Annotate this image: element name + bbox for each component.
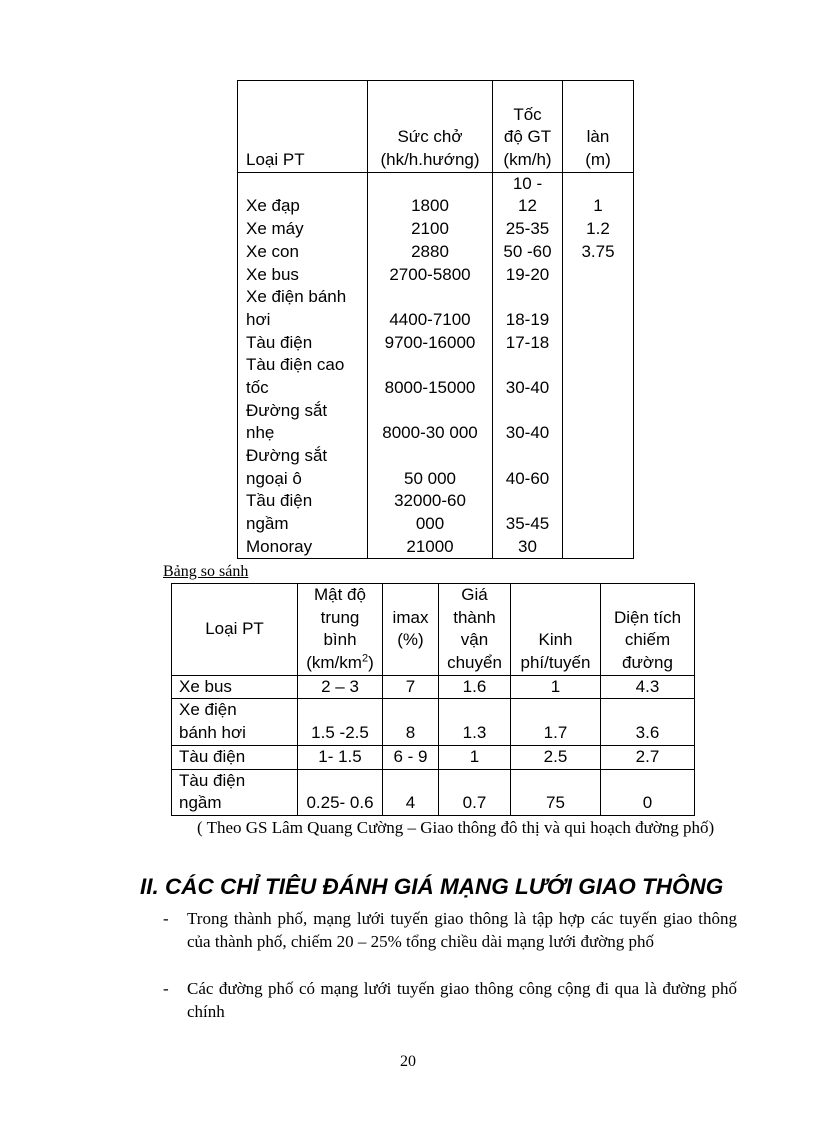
density-unit-exponent: 2 <box>361 652 369 665</box>
cell-line: 1800 <box>411 196 449 216</box>
cell-value: 7 <box>405 676 416 696</box>
bullet-dash: - <box>163 909 169 928</box>
cell-line: Xe bus <box>179 676 232 696</box>
cell-line: nhẹ <box>246 423 275 443</box>
cell-line: 2700-5800 <box>389 264 471 284</box>
cell-line <box>563 377 633 400</box>
cell-line: 4400-7100 <box>389 309 471 329</box>
row-type-name <box>172 769 298 815</box>
cell-line: Tàu điện <box>246 332 313 352</box>
cell-line <box>246 104 367 127</box>
cell-line: Tàu điện <box>179 770 246 790</box>
cell-line: Loại PT <box>205 619 264 639</box>
density-unit-base: (km/km <box>306 653 362 673</box>
table2-header-type <box>172 584 298 676</box>
table1-header-lane <box>563 81 634 173</box>
cell-line <box>493 400 562 423</box>
cell-line <box>368 173 492 196</box>
bullet-dash: - <box>163 979 169 998</box>
table1-header-speed <box>493 81 563 173</box>
cell-cost <box>439 769 511 815</box>
cell-density <box>298 675 383 699</box>
cell-value: 4.3 <box>635 676 660 696</box>
cell-line: 30-40 <box>505 423 550 443</box>
cell-fund <box>511 769 601 815</box>
cell-line: Đường sắt <box>246 400 328 420</box>
cell-line <box>563 536 633 559</box>
cell-line: 50 -60 <box>503 241 552 261</box>
cell-spacer <box>439 770 510 793</box>
bullet-text: Trong thành phố, mạng lưới tuyến giao thông là tập hợp các tuyến giao thông của thành phố, chiếm 20 – 25% tổng chiều dài mạng lưới đường phố <box>187 909 737 951</box>
cell-line: imax <box>392 607 429 627</box>
cell-line: (m) <box>585 150 611 170</box>
cell-line: đường <box>622 653 673 673</box>
row-type-name <box>172 745 298 769</box>
cell-line <box>493 81 562 104</box>
cell-line <box>368 104 492 127</box>
cell-imax <box>383 745 439 769</box>
density-unit <box>298 652 382 675</box>
cell-line: Sức chở <box>397 127 463 147</box>
cell-value: 1 <box>469 746 480 766</box>
bullet-item <box>163 907 737 953</box>
cell-area <box>601 675 695 699</box>
cell-line: 19-20 <box>505 264 550 284</box>
cell-spacer <box>298 770 382 793</box>
cell-line: bình <box>323 630 357 650</box>
comparison-table-2 <box>171 583 695 816</box>
source-note: ( Theo GS Lâm Quang Cường – Giao thông đô thị và qui hoạch đường phố) <box>197 818 715 837</box>
cell-cost <box>439 745 511 769</box>
cell-line: thành <box>453 607 496 627</box>
cell-line <box>493 445 562 468</box>
cell-line: 40-60 <box>505 468 550 488</box>
cell-line <box>368 445 492 468</box>
cell-line: (km/h) <box>503 150 552 170</box>
page-number: 20 <box>400 1053 416 1070</box>
cell-line: Giá <box>461 585 488 604</box>
cell-line: 3.75 <box>581 241 615 261</box>
cell-line: 2880 <box>411 241 449 261</box>
table1-header-row <box>238 81 634 173</box>
table2-header-row <box>172 584 695 676</box>
cell-line <box>368 286 492 309</box>
cell-line: Kinh <box>538 630 573 650</box>
cell-density <box>298 769 383 815</box>
table1-header-type <box>238 81 368 173</box>
cell-line: 12 <box>518 196 537 216</box>
cell-line: Xe đạp <box>246 196 300 216</box>
cell-value: 1.6 <box>462 676 487 696</box>
cell-line <box>493 286 562 309</box>
cell-line: tốc <box>246 377 269 397</box>
cell-line: làn <box>586 127 610 147</box>
cell-line <box>563 309 633 332</box>
cell-line <box>563 81 633 104</box>
cell-line: Tàu điện <box>179 746 246 766</box>
cell-line: Xe máy <box>246 219 304 239</box>
cell-line: 17-18 <box>505 332 550 352</box>
cell-line: 10 - <box>512 173 543 193</box>
cell-value: 0.7 <box>462 793 487 813</box>
cell-imax <box>383 675 439 699</box>
cell-area <box>601 769 695 815</box>
cell-line: 25-35 <box>505 219 550 239</box>
cell-line <box>563 490 633 513</box>
cell-density <box>298 745 383 769</box>
cell-line: 1 <box>593 196 603 216</box>
cell-line: Tầu điện <box>246 491 313 511</box>
cell-imax <box>383 699 439 745</box>
cell-imax <box>383 769 439 815</box>
cell-line: trung <box>320 607 360 627</box>
cell-line: 2100 <box>411 219 449 239</box>
cell-line <box>563 445 633 468</box>
cell-line: 50 000 <box>404 468 456 488</box>
cell-value: 2.7 <box>635 746 660 766</box>
cell-value: 1 <box>550 676 561 696</box>
cell-fund <box>511 699 601 745</box>
table1-body-type <box>238 172 368 559</box>
cell-spacer <box>601 770 694 793</box>
table2-header-imax <box>383 584 439 676</box>
row-type-name <box>172 699 298 745</box>
cell-value: 6 - 9 <box>393 746 428 766</box>
table1-body-row <box>238 172 634 559</box>
cell-line <box>368 81 492 104</box>
table2-header-cost <box>439 584 511 676</box>
cell-line <box>563 468 633 491</box>
cell-line <box>246 81 367 104</box>
cell-line <box>368 400 492 423</box>
cell-line: Tốc <box>513 104 542 124</box>
cell-line: Loại PT <box>246 150 305 170</box>
bullet-text: Các đường phố có mạng lưới tuyến giao thông công cộng đi qua là đường phố chính <box>187 979 737 1021</box>
cell-cost <box>439 675 511 699</box>
table-row <box>172 699 695 745</box>
cell-line: hơi <box>246 309 271 329</box>
cell-line: 9700-16000 <box>384 332 476 352</box>
cell-line: chiếm <box>624 630 671 650</box>
cell-value: 3.6 <box>635 723 660 743</box>
cell-line: Đường sắt <box>246 446 328 465</box>
cell-value: 8 <box>405 723 416 743</box>
cell-spacer <box>383 699 438 722</box>
cell-line: phí/tuyến <box>520 653 591 673</box>
cell-line: bánh hơi <box>179 723 246 743</box>
cell-value: 75 <box>546 793 565 813</box>
cell-line: Tàu điện cao <box>246 355 345 375</box>
table1-body-capacity <box>368 172 493 559</box>
cell-spacer <box>511 770 600 793</box>
cell-line: 32000-60 <box>394 491 466 511</box>
table1-body-speed <box>493 172 563 559</box>
table2-header-fund <box>511 584 601 676</box>
cell-value: 1.3 <box>462 723 487 743</box>
table1-body-lane <box>563 172 634 559</box>
cell-fund <box>511 675 601 699</box>
cell-line: Diện tích <box>613 607 682 627</box>
cell-line: 1.2 <box>586 219 610 239</box>
cell-line <box>563 104 633 127</box>
cell-value: 1.5 -2.5 <box>311 723 369 743</box>
cell-density <box>298 699 383 745</box>
cell-line: Xe điện bánh <box>246 287 347 307</box>
cell-line <box>368 354 492 377</box>
cell-line: vận <box>460 630 489 650</box>
cell-line: 21000 <box>406 536 454 556</box>
cell-line: 18-19 <box>505 309 550 329</box>
table2-header-density <box>298 584 383 676</box>
cell-line <box>563 400 633 423</box>
cell-value: 2 – 3 <box>321 676 359 696</box>
table-row <box>172 675 695 699</box>
cell-line: 8000-15000 <box>384 377 476 397</box>
cell-spacer <box>439 699 510 722</box>
cell-line: ngầm <box>179 793 222 813</box>
cell-line <box>563 264 633 287</box>
cell-spacer <box>511 699 600 722</box>
table-row <box>172 769 695 815</box>
section-heading: II. CÁC CHỈ TIÊU ĐÁNH GIÁ MẠNG LƯỚI GIAO THÔNG <box>140 874 724 899</box>
cell-value: 0.25- 0.6 <box>306 793 374 813</box>
cell-line: 35-45 <box>505 514 550 534</box>
cell-line <box>493 354 562 377</box>
cell-line: 30 <box>518 536 537 556</box>
table1-header-capacity <box>368 81 493 173</box>
cell-value: 1- 1.5 <box>318 746 362 766</box>
comparison-table-1 <box>237 80 634 559</box>
cell-line: chuyển <box>447 653 502 673</box>
cell-value: 2.5 <box>543 746 568 766</box>
cell-line: Xe bus <box>246 264 299 284</box>
cell-line: Xe điện <box>179 700 237 720</box>
cell-line <box>563 286 633 309</box>
cell-line: (%) <box>397 630 424 650</box>
row-type-name <box>172 675 298 699</box>
cell-fund <box>511 745 601 769</box>
density-unit-close: ) <box>368 653 374 673</box>
cell-line: ngầm <box>246 514 289 534</box>
cell-line <box>563 332 633 355</box>
table-caption: Bảng so sánh <box>163 563 249 580</box>
cell-line <box>246 126 367 149</box>
cell-line: (hk/h.hướng) <box>380 150 480 170</box>
cell-value: 1.7 <box>543 723 568 743</box>
cell-line: ngoại ô <box>246 468 302 488</box>
cell-line: Xe con <box>246 241 299 261</box>
table2-body <box>172 675 695 815</box>
cell-line: Monoray <box>246 536 313 556</box>
cell-line: 8000-30 000 <box>382 423 478 443</box>
cell-line: Mật độ <box>314 585 366 604</box>
cell-line <box>563 513 633 536</box>
cell-area <box>601 699 695 745</box>
cell-line: 30-40 <box>505 377 550 397</box>
cell-spacer <box>601 699 694 722</box>
cell-line <box>563 173 633 196</box>
cell-value: 0 <box>642 793 653 813</box>
cell-line: 000 <box>415 514 445 534</box>
cell-line <box>563 354 633 377</box>
cell-spacer <box>383 770 438 793</box>
cell-cost <box>439 699 511 745</box>
bullet-item <box>163 977 737 1023</box>
cell-spacer <box>298 699 382 722</box>
cell-area <box>601 745 695 769</box>
cell-value: 4 <box>405 793 416 813</box>
cell-line <box>493 490 562 513</box>
table2-header-area <box>601 584 695 676</box>
cell-line <box>563 422 633 445</box>
cell-line <box>246 173 367 196</box>
table-row <box>172 745 695 769</box>
cell-line: độ GT <box>503 127 552 147</box>
